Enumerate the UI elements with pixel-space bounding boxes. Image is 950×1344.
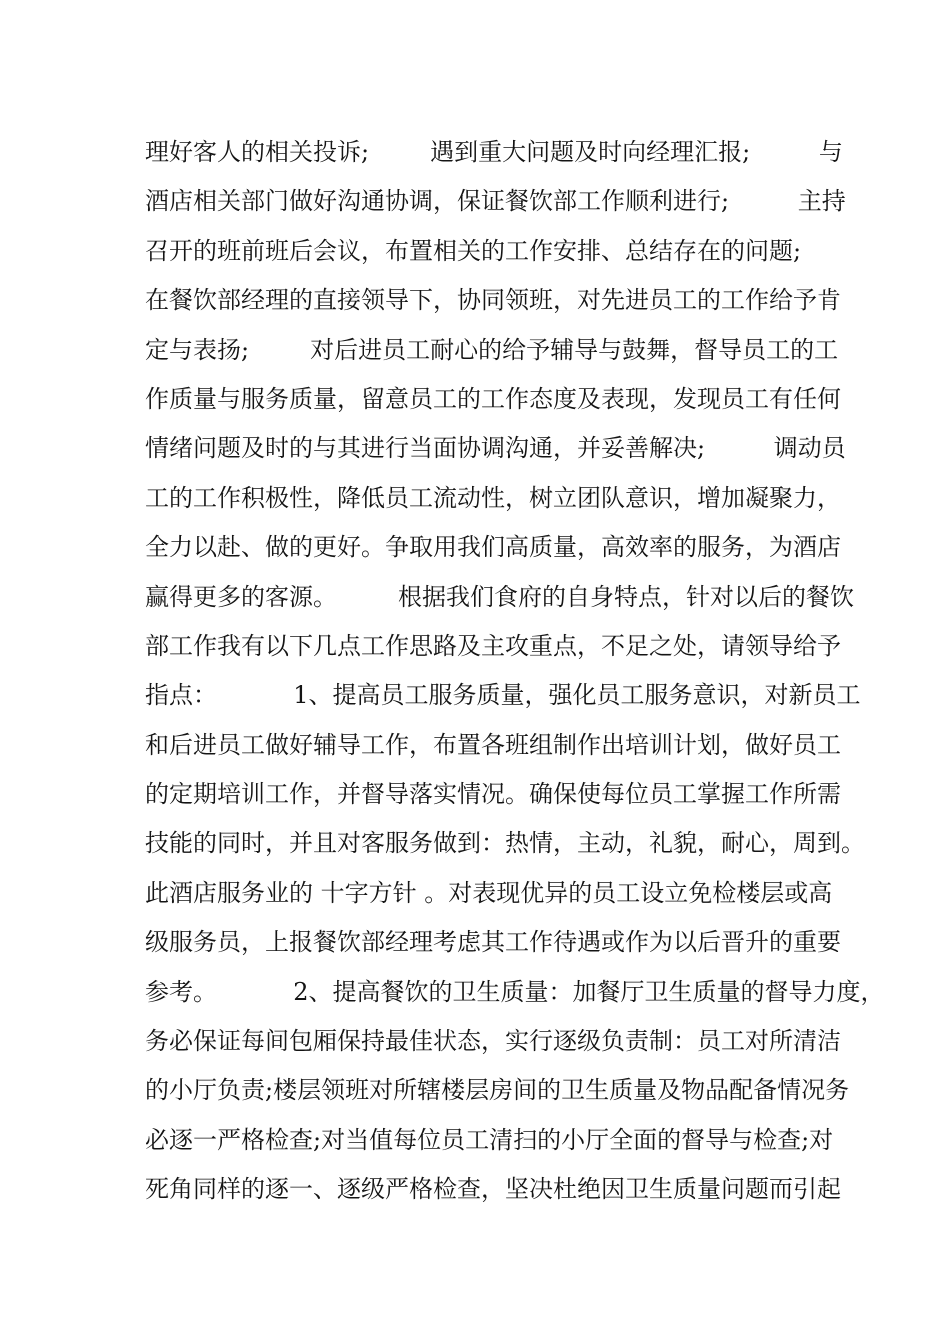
text-line: 理好客人的相关投诉; 遇到重大问题及时向经理汇报; 与 [145, 138, 843, 166]
text-line: 技能的同时，并且对客服务做到：热情，主动，礼貌，耐心，周到。 [145, 829, 865, 858]
text-line: 情绪问题及时的与其进行当面协调沟通，并妥善解决; 调动员 [145, 434, 846, 463]
text-line: 作质量与服务质量，留意员工的工作态度及表现，发现员工有任何 [145, 384, 841, 413]
text-line: 和后进员工做好辅导工作，布置各班组制作出培训计划，做好员工 [145, 730, 841, 759]
text-line: 死角同样的逐一、逐级严格检查，坚决杜绝因卫生质量问题而引起 [145, 1175, 841, 1204]
text-line: 酒店相关部门做好沟通协调，保证餐饮部工作顺利进行; 主持 [145, 187, 846, 216]
body-text [145, 128, 885, 1215]
text-line: 部工作我有以下几点工作思路及主攻重点，不足之处，请领导给予 [145, 631, 841, 660]
text-line: 必逐一严格检查;对当值每位员工清扫的小厅全面的督导与检查;对 [145, 1125, 834, 1154]
text-line: 此酒店服务业的 十字方针 。对表现优异的员工设立免检楼层或高 [145, 878, 833, 907]
text-line: 的定期培训工作，并督导落实情况。确保使每位员工掌握工作所需 [145, 780, 841, 809]
text-line: 赢得更多的客源。 根据我们食府的自身特点，针对以后的餐饮 [145, 582, 855, 611]
text-line: 召开的班前班后会议，布置相关的工作安排、总结存在的问题; [145, 236, 802, 265]
text-line: 定与表扬; 对后进员工耐心的给予辅导与鼓舞，督导员工的工 [145, 335, 839, 364]
text-line: 全力以赴、做的更好。争取用我们高质量，高效率的服务，为酒店 [145, 533, 841, 562]
text-line: 参考。 2、提高餐饮的卫生质量：加餐厅卫生质量的督导力度， [145, 977, 885, 1006]
text-line: 在餐饮部经理的直接领导下，协同领班，对先进员工的工作给予肯 [145, 286, 841, 315]
text-line: 指点： 1、提高员工服务质量，强化员工服务意识，对新员工 [145, 681, 861, 710]
text-line: 务必保证每间包厢保持最佳状态，实行逐级负责制：员工对所清洁 [145, 1027, 841, 1056]
text-line: 的小厅负责;楼层领班对所辖楼层房间的卫生质量及物品配备情况务 [145, 1076, 850, 1105]
text-line: 级服务员，上报餐饮部经理考虑其工作待遇或作为以后晋升的重要 [145, 928, 841, 957]
text-line: 工的工作积极性，降低员工流动性，树立团队意识，增加凝聚力， [145, 483, 841, 512]
